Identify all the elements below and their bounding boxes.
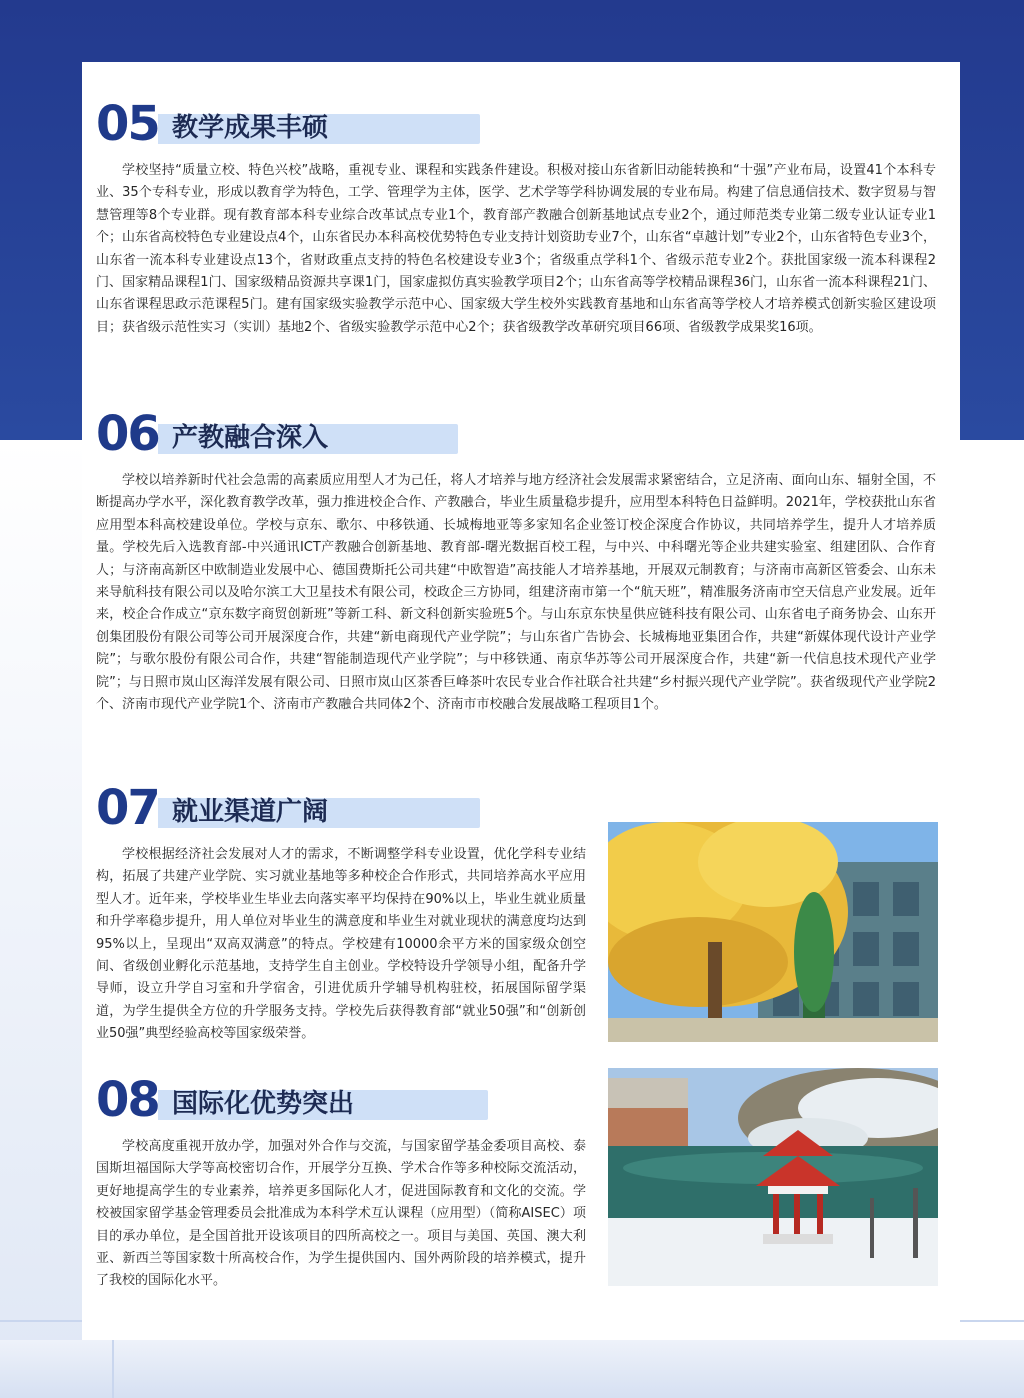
section-number: 07	[96, 780, 159, 836]
section-number: 05	[96, 96, 159, 152]
section-header	[96, 406, 936, 466]
section-number: 06	[96, 406, 159, 462]
bottom-light-background	[0, 1340, 1024, 1398]
section-05	[96, 96, 936, 339]
section-body: 学校根据经济社会发展对人才的需求，不断调整学科专业设置，优化学科专业结构，拓展了共建产业学院、实习就业基地等多种校企合作形式，共同培养高水平应用型人才。近年来，学校毕业生毕业去向落实率平均保持在90%以上，毕业生就业质量和升学率稳步提升，用人单位对毕业生的满意度和毕业生对就业现状的满意度均达到95%以上，呈现出“双高双满意”的特点。学校建有10000余平方米的国家级众创空间、省级创业孵化示范基地，支持学生自主创业。学校特设升学领导小组，配备升学导师，设立升学自习室和升学宿舍，引进优质升学辅导机构驻校，拓展国际留学渠道，为学生提供全方位的升学服务支持。学校先后获得教育部“就业50强”和“创新创业50强”典型经验高校等国家级荣誉。	[96, 847, 586, 1042]
section-title: 产教融合深入	[172, 423, 329, 453]
section-body: 学校以培养新时代社会急需的高素质应用型人才为己任，将人才培养与地方经济社会发展需求紧密结合，立足济南、面向山东、辐射全国，不断提高办学水平，深化教育教学改革，强力推进校企合作、产教融合，毕业生质量稳步提升，应用型本科特色日益鲜明。2021年，学校获批山东省应用型本科高校建设单位。学校与京东、歌尔、中移铁通、长城梅地亚等多家知名企业签订校企深度合作协议，共同培养学生，提升人才培养质量。学校先后入选教育部-中兴通讯ICT产教融合创新基地、教育部-曙光数据百校工程，与中兴、中科曙光等企业共建实验室、组建团队、合作育人；与济南高新区中欧制造业发展中心、德国费斯托公司共建“中欧智造”高技能人才培养基地，开展双元制教育；与济南市高新区管委会、山东未来导航科技有限公司以及哈尔滨工大卫星技术有限公司，校政企三方协同，组建济南市第一个“航天班”，精准服务济南市空天信息产业发展。近年来，校企合作成立“京东数字商贸创新班”等新工科、新文科创新实验班5个。与山东京东快星供应链科技有限公司、山东省电子商务协会、山东开创集团股份有限公司等公司开展深度合作，共建“新电商现代产业学院”；与山东省广告协会、长城梅地亚集团合作，共建“新媒体现代设计产业学院”；与歌尔股份有限公司合作，共建“智能制造现代产业学院”；与中移铁通、南京华苏等公司开展深度合作，共建“新一代信息技术现代产业学院”；与日照市岚山区海洋发展有限公司、日照市岚山区茶香巨峰茶叶农民专业合作社联合社共建“乡村振兴现代产业学院”。获省级现代产业学院2个、济南市现代产业学院1个、济南市产教融合共同体2个、济南市市校融合发展战略工程项目1个。	[96, 473, 936, 713]
section-body: 学校高度重视开放办学，加强对外合作与交流，与国家留学基金委项目高校、泰国斯坦福国际大学等高校密切合作，开展学分互换、学术合作等多种校际交流活动，更好地提高学生的专业素养，培养更多国际化人才，促进国际教育和文化的交流。学校被国家留学基金管理委员会批准成为本科学术互认课程（应用型）（简称AISEC）项目的承办单位，是全国首批开设该项目的四所高校之一。项目与美国、英国、澳大利亚、新西兰等国家数十所高校合作，为学生提供国内、国外两阶段的培养模式，提升了我校的国际化水平。	[96, 1139, 586, 1289]
section-title: 就业渠道广阔	[172, 797, 329, 827]
campus-winter-pavilion-photo	[608, 1068, 938, 1286]
section-header	[96, 780, 586, 840]
section-number: 08	[96, 1072, 159, 1128]
section-header	[96, 96, 936, 156]
campus-autumn-photo	[608, 822, 938, 1042]
section-title: 国际化优势突出	[172, 1089, 355, 1119]
section-body: 学校坚持“质量立校、特色兴校”战略，重视专业、课程和实践条件建设。积极对接山东省新旧动能转换和“十强”产业布局，设置41个本科专业、35个专科专业，形成以教育学为特色，工学、管理学为主体，医学、艺术学等学科协调发展的专业布局。构建了信息通信技术、数字贸易与智慧管理等8个专业群。现有教育部本科专业综合改革试点专业1个，教育部产教融合创新基地试点专业2个，通过师范类专业第二级专业认证专业1个；山东省高校特色专业建设点4个，山东省民办本科高校优势特色专业支持计划资助专业7个，山东省“卓越计划”专业2个，山东省特色专业3个，山东省一流本科专业建设点13个，省财政重点支持的特色名校建设专业3个；省级重点学科1个、省级示范专业2个。获批国家级一流本科课程2门、国家精品课程1门、国家级精品资源共享课1门，国家虚拟仿真实验教学项目2个；山东省高等学校精品课程36门，山东省一流本科课程21门、山东省课程思政示范课程5门。建有国家级实验教学示范中心、国家级大学生校外实践教育基地和山东省高等学校人才培养模式创新实验区建设项目；获省级示范性实习（实训）基地2个、省级实验教学示范中心2个；获省级教学改革研究项目66项、省级教学成果奖16项。	[96, 163, 936, 335]
section-header	[96, 1072, 586, 1132]
left-light-background	[0, 440, 82, 1398]
section-08	[96, 1072, 586, 1293]
section-07	[96, 780, 586, 1046]
section-06	[96, 406, 936, 716]
section-title: 教学成果丰硕	[172, 113, 329, 143]
